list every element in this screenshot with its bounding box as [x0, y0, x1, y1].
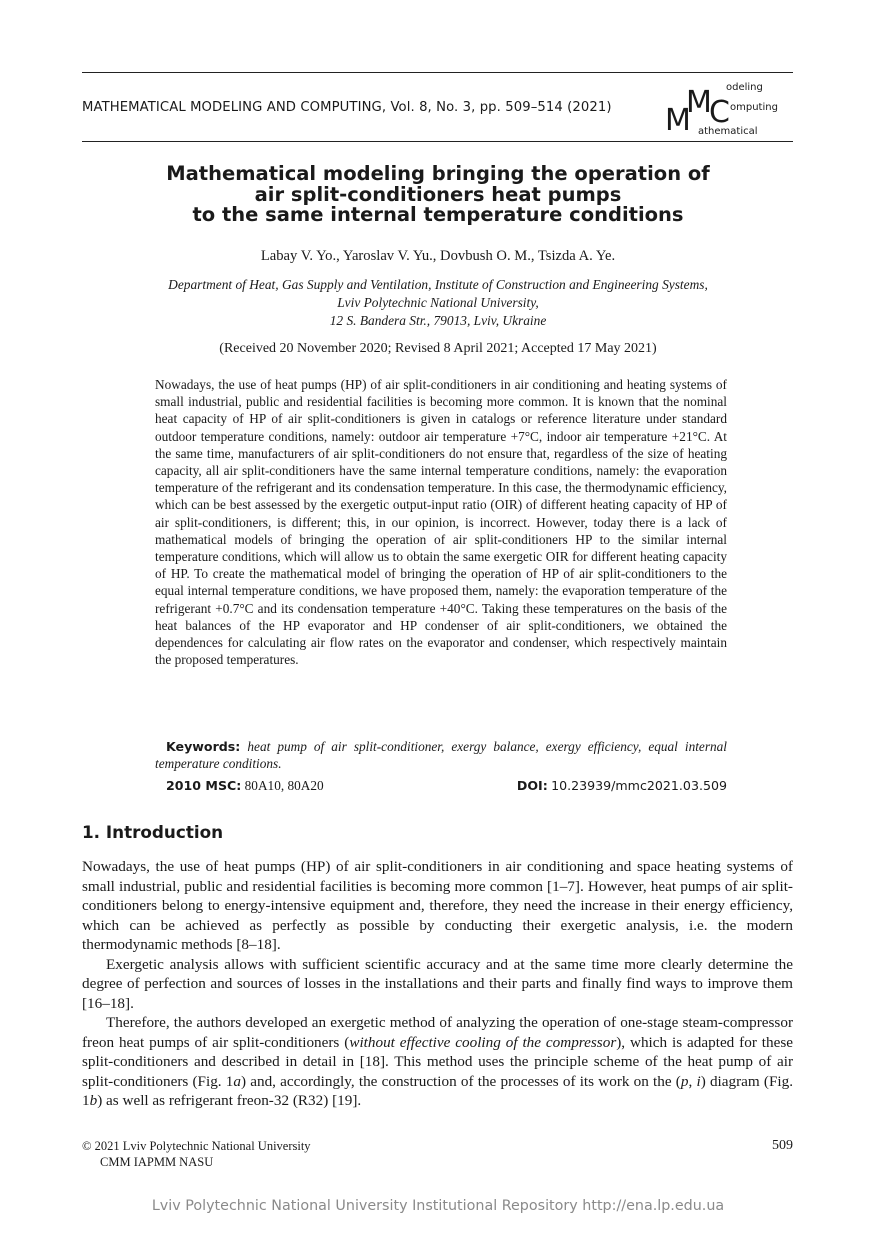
submission-dates: (Received 20 November 2020; Revised 8 April 2021; Accepted 17 May 2021) — [219, 341, 657, 356]
journal-logo — [664, 82, 794, 136]
logo-m2: M — [686, 85, 712, 120]
intro-p3-text: ) diagram (Fig. 1 — [82, 1072, 794, 1109]
affiliation-line: Lviv Polytechnic National University, — [337, 295, 539, 310]
abstract: Nowadays, the use of heat pumps (HP) of air split-conditioners in air conditioning and heating systems of small industrial, public and residential facilities is becoming more common. It is known that the nominal heat capacity of HP of air split-conditioners is given in catalogs or reference literature under standard outdoor temperature conditions, namely: outdoor air temperature +7°C, indoor air temperature +21°C. At the same time, manufacturers of air split-conditioners do not ensure that, regardless of the size of heating capacity, all air split-conditioners have the same internal temperature conditions, namely: the evaporation temperature of the refrigerant and its condensation temperature. In this case, the thermodynamic efficiency, which can be best assessed by the exergetic output-input ratio (OIR) of different heating capacity of HP of air split-conditioners, is different; this, in our opinion, is incorrect. However, today there is a lack of mathematical models of bringing the operation of air split-conditioners HP to the similar internal temperature conditions, which will allow us to obtain the same exergetic OIR for different heating capacity of HP. To create the mathematical model of bringing the operation of HP of air split-conditioners to the equal internal temperature conditions, we have proposed them, namely: the evaporation temperature of the refrigerant +0.7°C and its condensation temperature +40°C. Taking these temperatures on the basis of the heat balances of the HP evaporator and HP condenser of air split-conditioners, we obtained the dependences for calculating air flow rates on the evaporator and condenser, which respectively maintain the proposed temperatures. — [155, 377, 727, 668]
introduction-body — [82, 857, 793, 1111]
copyright-line: © 2021 Lviv Polytechnic National University — [82, 1139, 311, 1153]
keywords — [155, 738, 727, 772]
intro-p3-text: ) and, accordingly, the construction of the processes of its work on the ( — [241, 1072, 681, 1090]
intro-paragraph-1: Nowadays, the use of heat pumps (HP) of air split-conditioners in air conditioning and space heating systems of small industrial, public and residential facilities is becoming more common [1–7]. However, heat pumps of air split-conditioners belong to energy-intensive equipment and, therefore, they need the increase in their energy efficiency, which can be achieved as perfectly as possible by conducting their exergetic analysis, i.e. the modern thermodynamic methods [8–18]. — [82, 858, 793, 953]
repository-footer[interactable]: Lviv Polytechnic National University Institutional Repository http://ena.lp.edu.ua — [151, 1198, 725, 1214]
logo-athematical: athematical — [698, 126, 758, 136]
affiliation-line: Department of Heat, Gas Supply and Ventilation, Institute of Construction and Engineering Systems, — [168, 277, 708, 292]
affiliation — [0, 276, 876, 330]
keywords-label: Keywords: — [166, 739, 241, 754]
figure-ref-a: a — [233, 1072, 241, 1090]
journal-name: MATHEMATICAL MODELING AND COMPUTING, — [82, 100, 387, 115]
copyright-notice — [82, 1139, 311, 1170]
title-line: Mathematical modeling bringing the operation of — [166, 162, 710, 185]
math-p: p — [680, 1072, 689, 1090]
title-line: air split-conditioners heat pumps — [254, 182, 622, 206]
header-top-rule — [82, 72, 793, 73]
intro-p3-text: , — [688, 1072, 697, 1090]
doi-value[interactable]: 10.23939/mmc2021.03.509 — [551, 778, 727, 793]
section-heading-introduction — [82, 822, 223, 842]
authors: Labay V. Yo., Yaroslav V. Yu., Dovbush O. M., Tsizda A. Ye. — [260, 248, 616, 264]
paper-title — [120, 164, 756, 226]
intro-paragraph-3 — [82, 1013, 793, 1111]
logo-omputing: omputing — [730, 102, 778, 113]
copyright-line: CMM IAPMM NASU — [100, 1154, 214, 1169]
affiliation-line: 12 S. Bandera Str., 79013, Lviv, Ukraine — [329, 313, 547, 328]
intro-p3-emphasis: without effective cooling of the compressor — [349, 1033, 617, 1051]
logo-big-m: M — [665, 103, 691, 136]
math-i: i — [696, 1072, 701, 1090]
intro-p3-text: ) as well as refrigerant freon-32 (R32) [19]. — [97, 1092, 362, 1109]
doi-label: DOI: — [516, 778, 548, 793]
msc-label: 2010 MSC: — [166, 778, 242, 793]
journal-volume: Vol. 8, No. 3, pp. 509–514 (2021) — [390, 100, 612, 115]
intro-paragraph-2: Exergetic analysis allows with sufficient scientific accuracy and at the same time more clearly determine the degree of perfection and sources of losses in the installations and their parts and finally find ways to improve them [16–18]. — [82, 955, 793, 1012]
header-bottom-rule — [82, 141, 793, 142]
doi — [517, 778, 727, 794]
title-line: to the same internal temperature conditions — [192, 203, 684, 226]
section-title: Introduction — [105, 822, 224, 842]
keywords-text: heat pump of air split-conditioner, exergy balance, exergy efficiency, equal internal temperature conditions. — [155, 739, 727, 772]
msc-value: 80A10, 80A20 — [244, 778, 324, 793]
section-number: 1. — [82, 822, 101, 842]
logo-c: C — [709, 95, 730, 130]
msc-classification — [166, 778, 324, 794]
logo-odeling: odeling — [726, 82, 763, 93]
intro-p3-text: ), which is adapted for these split-conditioners and described in detail in [18]. This method uses the principle scheme of the heat pump of air split-conditioners (Fig. 1 — [82, 1033, 793, 1090]
page-number: 509 — [772, 1138, 793, 1153]
journal-header — [82, 100, 612, 115]
figure-ref-b: b — [89, 1092, 98, 1109]
intro-p3-text: Therefore, the authors developed an exergetic method of analyzing the operation of one-stage steam-compressor freon heat pumps of air split-conditioners ( — [82, 1014, 793, 1051]
